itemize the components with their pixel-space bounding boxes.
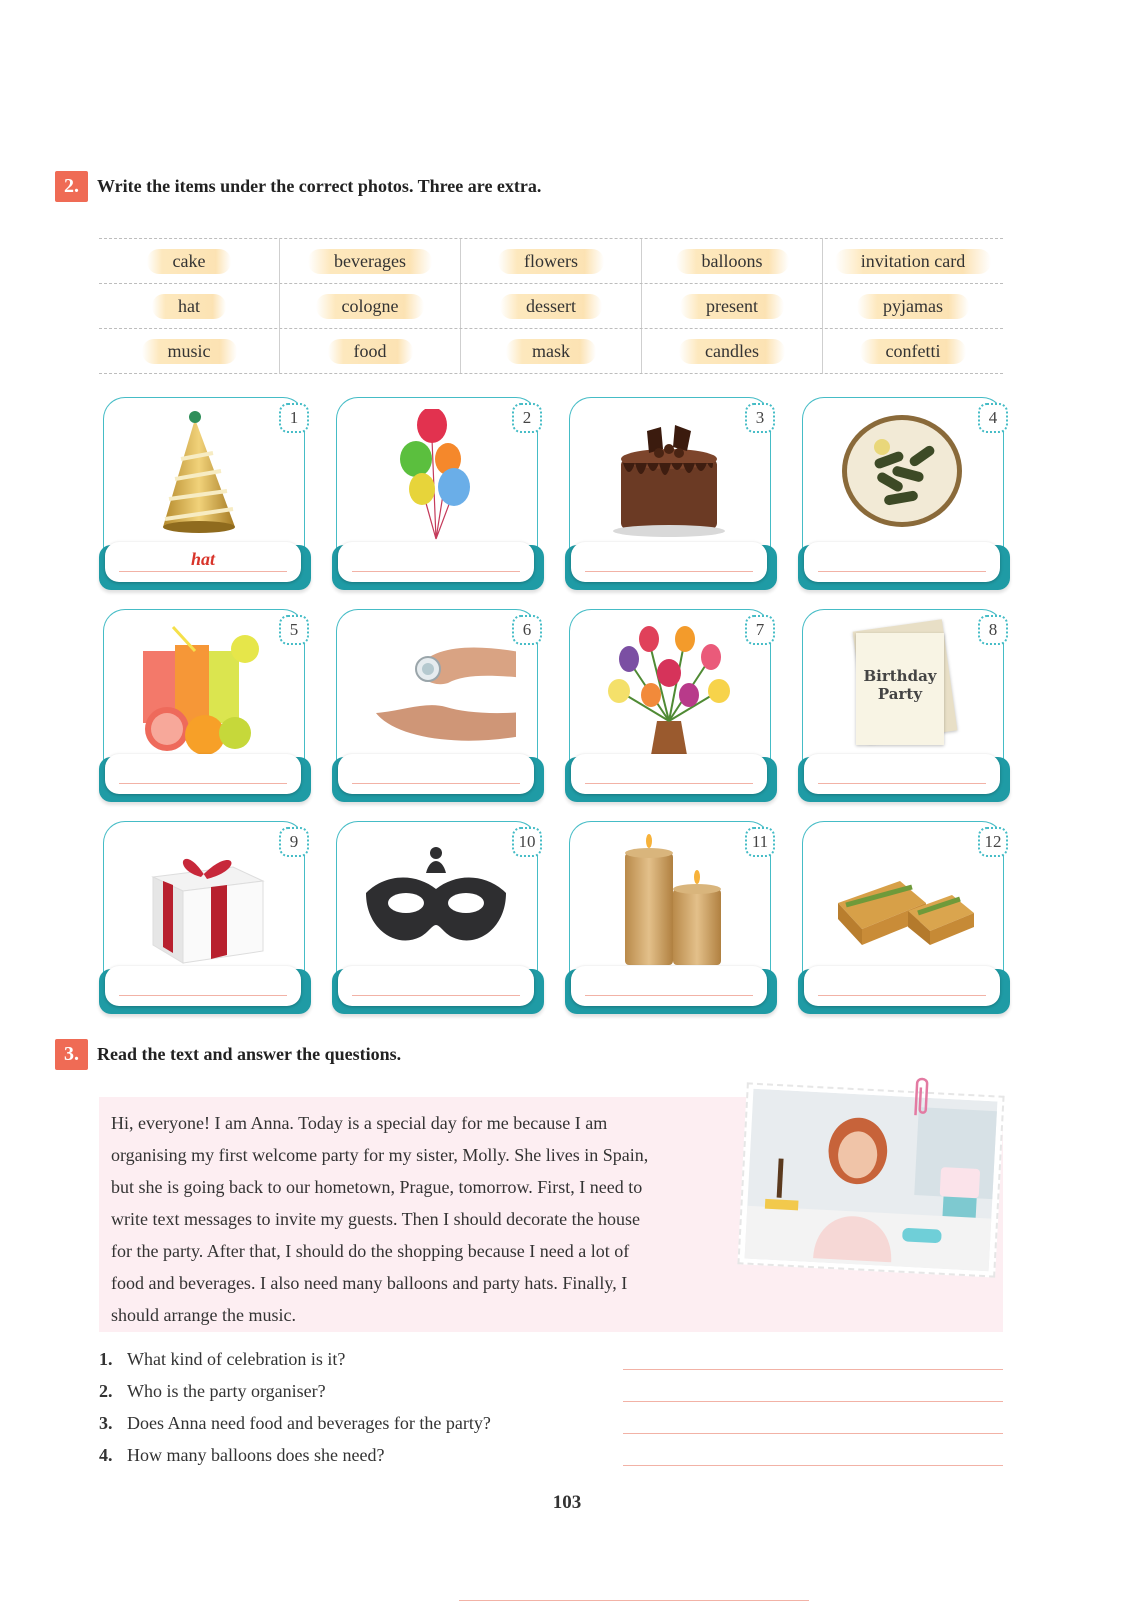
- gift-box-icon: [123, 833, 283, 967]
- footer-divider: [459, 1600, 809, 1601]
- exercise-number: 2.: [55, 171, 88, 202]
- word-item: music: [142, 339, 237, 364]
- exercise-instruction: Read the text and answer the questions.: [97, 1044, 402, 1064]
- flower-bouquet-icon: [589, 621, 749, 755]
- photo-card: [332, 397, 544, 592]
- card-number: 12: [978, 827, 1008, 857]
- photo-card: [798, 609, 1010, 804]
- word-item: cake: [147, 249, 232, 274]
- answer-field[interactable]: [804, 754, 1000, 794]
- word-box: [99, 238, 1003, 372]
- photo-card: [332, 821, 544, 1016]
- answer-line[interactable]: [623, 1465, 1003, 1466]
- passage-line: should arrange the music.: [111, 1305, 296, 1325]
- answer-field[interactable]: [804, 542, 1000, 582]
- photo-card: [565, 609, 777, 804]
- card-number: 11: [745, 827, 775, 857]
- question-number: 4.: [99, 1445, 113, 1465]
- answer-field[interactable]: [338, 966, 534, 1006]
- photo-card: [565, 821, 777, 1016]
- answer-field[interactable]: [338, 542, 534, 582]
- juice-glasses-icon: [123, 621, 283, 755]
- reading-passage: [99, 1097, 1003, 1332]
- photo-card: [99, 397, 311, 592]
- question-list: [99, 1349, 1003, 1477]
- question-item: [99, 1413, 1003, 1445]
- word-row: [99, 328, 1003, 374]
- question-text: How many balloons does she need?: [127, 1445, 385, 1465]
- invitation-card-icon: [848, 623, 964, 745]
- word-row: [99, 283, 1003, 328]
- cologne-hands-icon: [356, 621, 516, 755]
- plate-food-icon: [822, 409, 982, 543]
- word-item: food: [328, 339, 413, 364]
- photo-card: [332, 609, 544, 804]
- answer-field[interactable]: [338, 754, 534, 794]
- answer-field[interactable]: [105, 966, 301, 1006]
- question-item: [99, 1381, 1003, 1413]
- anna-photo: [737, 1082, 1004, 1277]
- word-item: balloons: [676, 249, 789, 274]
- word-item: candles: [679, 339, 785, 364]
- card-number: 1: [279, 403, 309, 433]
- word-item: mask: [506, 339, 596, 364]
- answer-text: hat: [190, 549, 215, 569]
- question-item: [99, 1445, 1003, 1477]
- answer-field[interactable]: [571, 542, 767, 582]
- question-number: 3.: [99, 1413, 113, 1433]
- card-text: Party: [877, 685, 923, 703]
- passage-line: for the party. After that, I should do the shopping because I need a lot of: [111, 1241, 630, 1261]
- card-number: 5: [279, 615, 309, 645]
- card-number: 9: [279, 827, 309, 857]
- answer-line[interactable]: [623, 1433, 1003, 1434]
- word-item: pyjamas: [857, 294, 969, 319]
- woman-party-photo-icon: [744, 1089, 999, 1272]
- photo-card: [99, 609, 311, 804]
- paperclip-icon: [909, 1075, 933, 1122]
- passage-line: Hi, everyone! I am Anna. Today is a special day for me because I am: [111, 1113, 608, 1133]
- passage-line: but she is going back to our hometown, Prague, tomorrow. First, I need to: [111, 1177, 643, 1197]
- word-item: invitation card: [835, 249, 991, 274]
- answer-field[interactable]: [105, 754, 301, 794]
- exercise-instruction: Write the items under the correct photos. Three are extra.: [97, 176, 542, 196]
- exercise-number: 3.: [55, 1039, 88, 1070]
- question-number: 1.: [99, 1349, 113, 1369]
- card-number: 7: [745, 615, 775, 645]
- card-number: 2: [512, 403, 542, 433]
- photo-grid: [99, 397, 1011, 1016]
- word-item: cologne: [316, 294, 425, 319]
- card-text: Birthday: [863, 667, 937, 685]
- passage-line: write text messages to invite my guests. Then I should decorate the house: [111, 1209, 641, 1229]
- masquerade-mask-icon: [356, 833, 516, 967]
- word-item: dessert: [500, 294, 602, 319]
- party-hat-icon: [123, 409, 283, 543]
- photo-card: [565, 397, 777, 592]
- question-text: Does Anna need food and beverages for the party?: [127, 1413, 491, 1433]
- chocolate-cake-icon: [589, 409, 749, 543]
- photo-card: [798, 821, 1010, 1016]
- card-number: 8: [978, 615, 1008, 645]
- answer-field[interactable]: [571, 754, 767, 794]
- word-item: hat: [152, 294, 226, 319]
- photo-card: [99, 821, 311, 1016]
- baklava-dessert-icon: [822, 833, 982, 967]
- word-item: beverages: [308, 249, 432, 274]
- answer-field[interactable]: [105, 542, 301, 582]
- question-number: 2.: [99, 1381, 113, 1401]
- card-number: 3: [745, 403, 775, 433]
- candles-icon: [589, 833, 749, 967]
- passage-text: [111, 1107, 711, 1331]
- answer-field[interactable]: [804, 966, 1000, 1006]
- word-item: flowers: [498, 249, 604, 274]
- passage-line: organising my first welcome party for my sister, Molly. She lives in Spain,: [111, 1145, 649, 1165]
- word-item: confetti: [860, 339, 967, 364]
- card-number: 4: [978, 403, 1008, 433]
- question-text: Who is the party organiser?: [127, 1381, 326, 1401]
- photo-card: [798, 397, 1010, 592]
- answer-field[interactable]: [571, 966, 767, 1006]
- exercise-2-header: [55, 171, 541, 202]
- card-number: 10: [512, 827, 542, 857]
- word-row: [99, 238, 1003, 283]
- question-text: What kind of celebration is it?: [127, 1349, 346, 1369]
- page-number: 103: [552, 1492, 582, 1513]
- word-item: present: [680, 294, 784, 319]
- passage-line: food and beverages. I also need many balloons and party hats. Finally, I: [111, 1273, 628, 1293]
- answer-line[interactable]: [623, 1369, 1003, 1370]
- answer-line[interactable]: [623, 1401, 1003, 1402]
- exercise-3-header: [55, 1039, 401, 1070]
- question-item: [99, 1349, 1003, 1381]
- card-number: 6: [512, 615, 542, 645]
- balloons-icon: [356, 409, 516, 543]
